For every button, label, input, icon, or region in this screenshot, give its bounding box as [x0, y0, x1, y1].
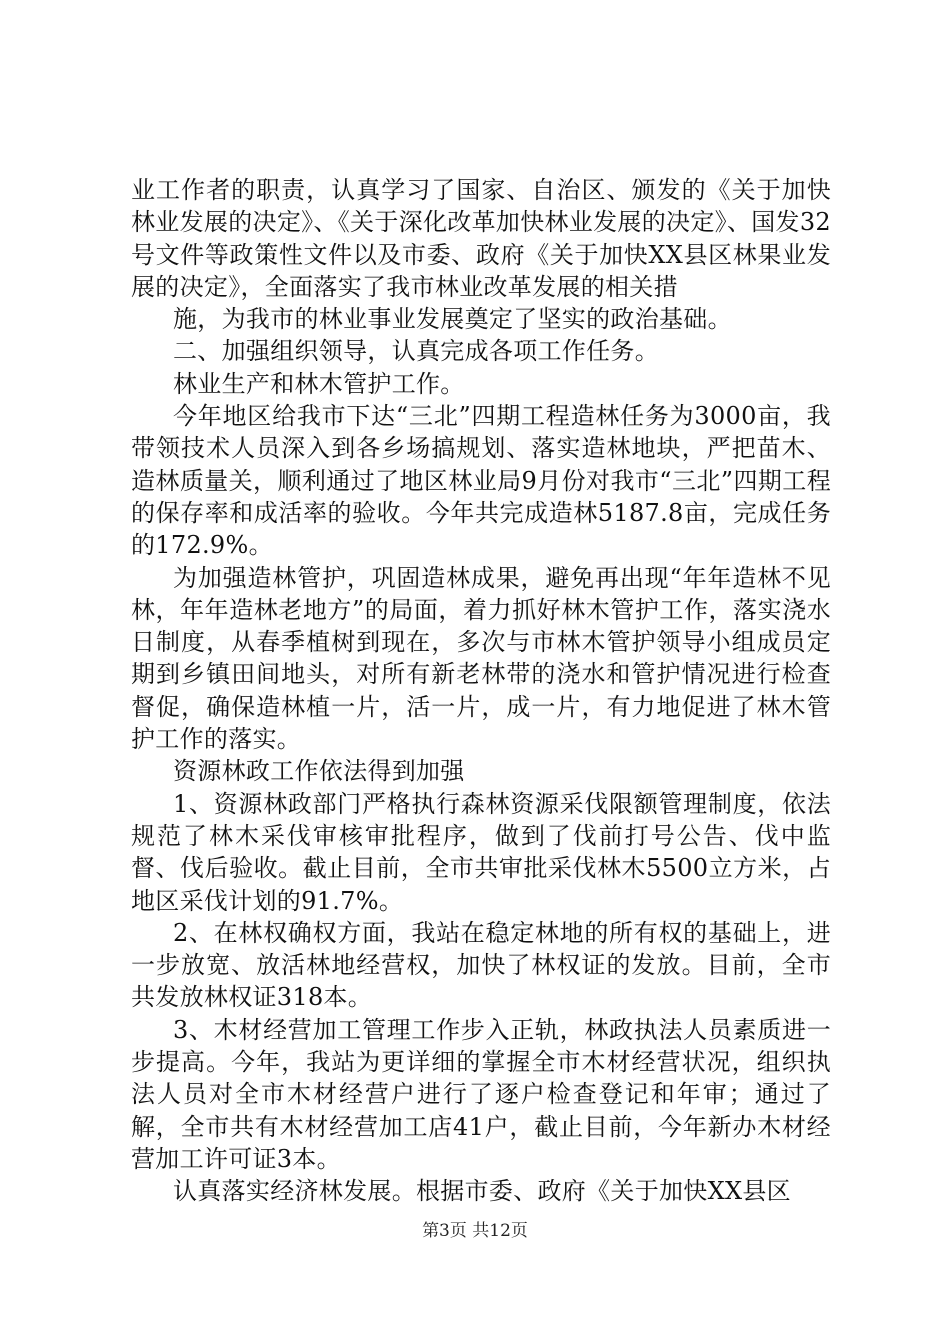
subsection-heading: 林业生产和林木管护工作。	[173, 369, 465, 398]
paragraph: 为加强造林管护，巩固造林成果，避免再出现“年年造林不见林，年年造林老地方”的局面，着力抓好林木管护工作，落实浇水日制度，从春季植树到现在，多次与市林木管护领导小组成员定期到乡镇田间地头，对所有新老林带的浇水和管护情况进行检查督促，确保造林植一片，活一片，成一片，有力地促进了林木管护工作的落实。	[131, 563, 831, 754]
paragraph: 2、在林权确权方面，我站在稳定林地的所有权的基础上，进一步放宽、放活林地经营权，加快了林权证的发放。目前，全市共发放林权证318本。	[131, 918, 831, 1012]
subsection-heading: 资源林政工作依法得到加强	[173, 757, 465, 786]
paragraph: 今年地区给我市下达“三北”四期工程造林任务为3000亩，我带领技术人员深入到各乡场搞规划、落实造林地块，严把苗木、造林质量关，顺利通过了地区林业局9月份对我市“三北”四期工程的保存率和成活率的验收。今年共完成造林5187.8亩，完成任务的172.9%。	[131, 402, 831, 560]
paragraph: 业工作者的职责，认真学习了国家、自治区、颁发的《关于加快林业发展的决定》、《关于深化改革加快林业发展的决定》、国发32号文件等政策性文件以及市委、政府《关于加快XX县区林果业发展的决定》，全面落实了我市林业改革发展的相关措	[131, 176, 831, 301]
section-heading: 二、加强组织领导，认真完成各项工作任务。	[173, 337, 659, 366]
paragraph: 1、资源林政部门严格执行森林资源采伐限额管理制度，依法规范了林木采伐审核审批程序，做到了伐前打号公告、伐中监督、伐后验收。截止目前，全市共审批采伐林木5500立方米，占地区采伐计划的91.7%。	[131, 789, 831, 915]
page-number-footer: 第3页 共12页	[422, 1221, 528, 1241]
paragraph: 认真落实经济林发展。根据市委、政府《关于加快XX县区	[173, 1177, 791, 1206]
paragraph: 3、木材经营加工管理工作步入正轨，林政执法人员素质进一步提高。今年，我站为更详细的掌握全市木材经营状况，组织执法人员对全市木材经营户进行了逐户检查登记和年审；通过了解，全市共有木材经营加工店41户，截止目前，今年新办木材经营加工许可证3本。	[131, 1015, 831, 1173]
document-body	[131, 174, 831, 1208]
paragraph: 施，为我市的林业事业发展奠定了坚实的政治基础。	[173, 305, 732, 334]
